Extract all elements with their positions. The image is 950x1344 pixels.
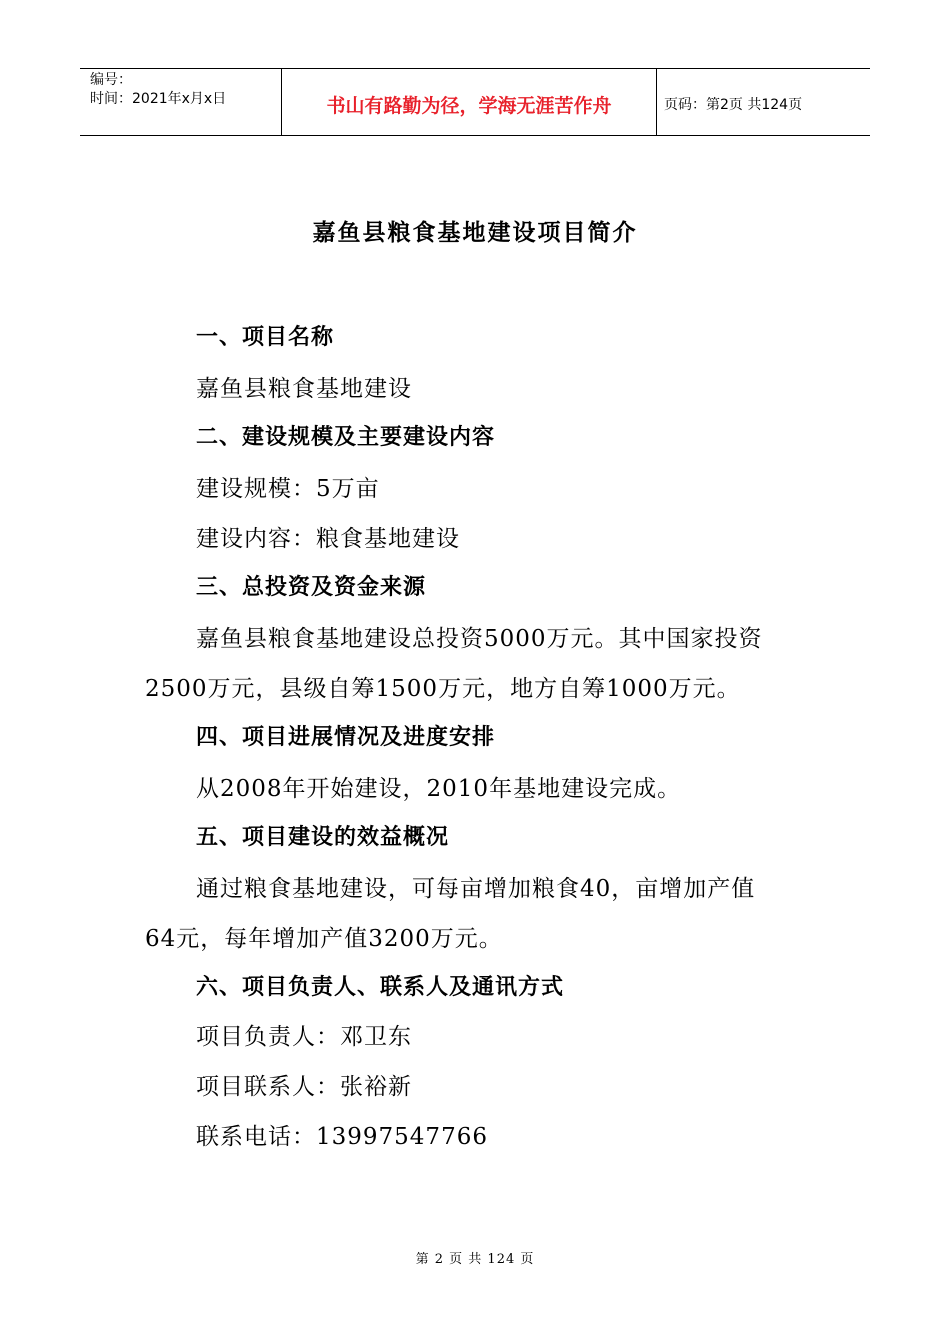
- section-heading-1: 一、项目名称: [196, 324, 335, 350]
- paragraph-line: 建设内容：粮食基地建设: [196, 526, 460, 552]
- paragraph-line: 2500万元，县级自筹1500万元，地方自筹1000万元。: [145, 676, 741, 702]
- paragraph-line: 项目联系人：张裕新: [196, 1074, 412, 1100]
- number-label: 编号：: [90, 72, 132, 88]
- paragraph-line: 64元，每年增加产值3200万元。: [145, 926, 503, 952]
- paragraph-line: 嘉鱼县粮食基地建设总投资5000万元。其中国家投资: [196, 626, 763, 652]
- document-title: 嘉鱼县粮食基地建设项目简介: [312, 219, 638, 246]
- header-page-info: 页码：第2页 共124页: [664, 97, 803, 113]
- page-header: [80, 68, 870, 136]
- header-motto: 书山有路勤为径，学海无涯苦作舟: [282, 69, 657, 135]
- section-heading-2: 二、建设规模及主要建设内容: [196, 424, 496, 450]
- paragraph-line: 从2008年开始建设，2010年基地建设完成。: [196, 776, 682, 802]
- time-label: 时间：2021年x月x日: [90, 91, 227, 107]
- section-heading-5: 五、项目建设的效益概况: [196, 824, 450, 850]
- section-heading-4: 四、项目进展情况及进度安排: [196, 724, 496, 750]
- paragraph-line: 通过粮食基地建设，可每亩增加粮食40，亩增加产值: [196, 876, 756, 902]
- section-heading-6: 六、项目负责人、联系人及通讯方式: [196, 974, 565, 1000]
- paragraph-line: 建设规模：5万亩: [196, 476, 380, 502]
- paragraph-line: 项目负责人：邓卫东: [196, 1024, 412, 1050]
- section-heading-3: 三、总投资及资金来源: [196, 574, 427, 600]
- paragraph-line: 嘉鱼县粮食基地建设: [196, 376, 412, 402]
- header-meta: [80, 69, 282, 135]
- page-footer: 第 2 页 共 124 页: [415, 1252, 535, 1267]
- paragraph-line: 联系电话：13997547766: [196, 1124, 488, 1150]
